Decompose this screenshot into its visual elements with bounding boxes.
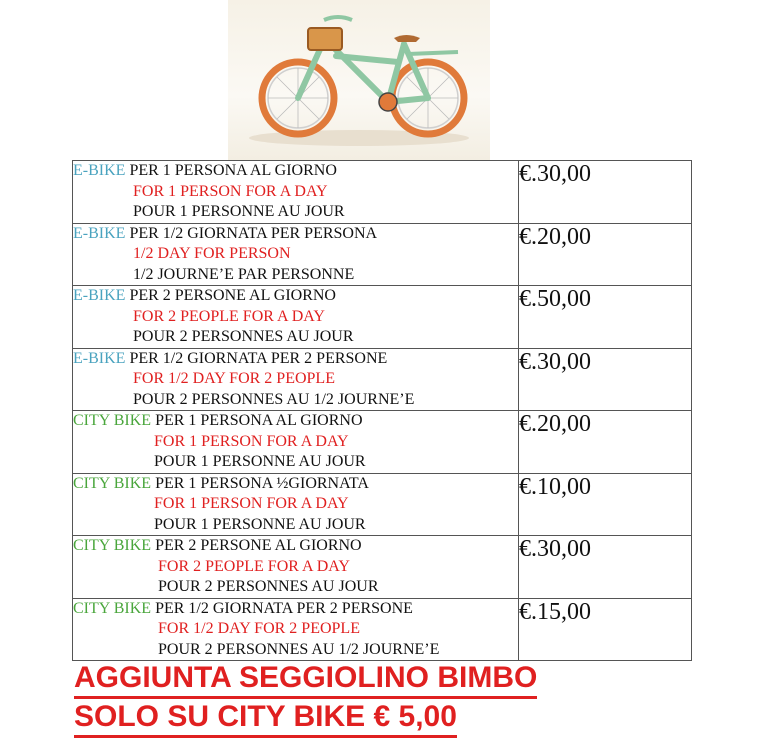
rental-description	[73, 536, 519, 599]
rental-price: €.50,00	[519, 286, 692, 349]
bike-type: E-BIKE	[73, 224, 126, 242]
english-text: FOR 1/2 DAY FOR 2 PEOPLE	[158, 620, 360, 637]
french-text: POUR 1 PERSONNE AU JOUR	[154, 453, 366, 470]
english-text: FOR 1/2 DAY FOR 2 PEOPLE	[133, 370, 335, 387]
price-row	[73, 598, 692, 661]
rental-description	[73, 161, 519, 224]
rental-price: €.20,00	[519, 411, 692, 474]
bike-type: CITY BIKE	[73, 537, 152, 554]
french-text: POUR 2 PERSONNES AU JOUR	[158, 578, 379, 595]
bicycle-icon	[228, 0, 490, 160]
rental-description	[73, 348, 519, 411]
bike-type: E-BIKE	[73, 349, 126, 367]
french-text: 1/2 JOURNE’E PAR PERSONNE	[133, 265, 355, 283]
italian-text: PER 1/2 GIORNATA PER 2 PERSONE	[125, 349, 388, 367]
bike-type: CITY BIKE	[73, 412, 152, 429]
child-seat-title: AGGIUNTA SEGGIOLINO BIMBO	[74, 660, 537, 699]
bicycle-illustration	[228, 0, 490, 160]
rental-price: €.15,00	[519, 598, 692, 661]
bike-type: CITY BIKE	[73, 599, 152, 617]
rental-description	[73, 473, 519, 536]
italian-text: PER 1 PERSONA AL GIORNO	[125, 162, 337, 179]
italian-text: PER 1 PERSONA AL GIORNO	[151, 412, 363, 429]
bike-type: CITY BIKE	[73, 474, 152, 492]
french-text: POUR 2 PERSONNES AU 1/2 JOURNE’E	[133, 390, 415, 408]
rental-price: €.20,00	[519, 223, 692, 286]
price-row	[73, 411, 692, 474]
child-seat-price: SOLO SU CITY BIKE € 5,00	[74, 699, 457, 738]
italian-text: PER 2 PERSONE AL GIORNO	[125, 287, 336, 304]
english-text: FOR 2 PEOPLE FOR A DAY	[133, 307, 325, 325]
child-seat-notice	[74, 660, 537, 738]
italian-text: PER 1/2 GIORNATA PER PERSONA	[125, 224, 378, 242]
italian-text: PER 2 PERSONE AL GIORNO	[151, 537, 362, 554]
english-text: FOR 1 PERSON FOR A DAY	[133, 182, 328, 200]
rental-description	[73, 411, 519, 474]
rental-description	[73, 286, 519, 349]
french-text: POUR 1 PERSONNE AU JOUR	[133, 203, 345, 220]
price-row	[73, 348, 692, 411]
english-text: FOR 1 PERSON FOR A DAY	[154, 432, 349, 450]
french-text: POUR 1 PERSONNE AU JOUR	[154, 515, 366, 533]
italian-text: PER 1/2 GIORNATA PER 2 PERSONE	[151, 599, 413, 617]
rental-price: €.30,00	[519, 161, 692, 224]
french-text: POUR 2 PERSONNES AU JOUR	[133, 328, 354, 345]
price-table	[72, 160, 692, 661]
bike-type: E-BIKE	[73, 162, 126, 179]
english-text: FOR 2 PEOPLE FOR A DAY	[158, 557, 350, 575]
rental-description	[73, 223, 519, 286]
english-text: 1/2 DAY FOR PERSON	[133, 245, 291, 262]
rental-price: €.30,00	[519, 536, 692, 599]
rental-description	[73, 598, 519, 661]
price-row	[73, 161, 692, 224]
french-text: POUR 2 PERSONNES AU 1/2 JOURNE’E	[158, 640, 440, 658]
rental-price: €.30,00	[519, 348, 692, 411]
price-row	[73, 536, 692, 599]
bike-type: E-BIKE	[73, 287, 126, 304]
italian-text: PER 1 PERSONA ½GIORNATA	[151, 474, 369, 492]
price-row	[73, 473, 692, 536]
rental-price: €.10,00	[519, 473, 692, 536]
english-text: FOR 1 PERSON FOR A DAY	[154, 495, 349, 512]
price-row	[73, 286, 692, 349]
price-row	[73, 223, 692, 286]
